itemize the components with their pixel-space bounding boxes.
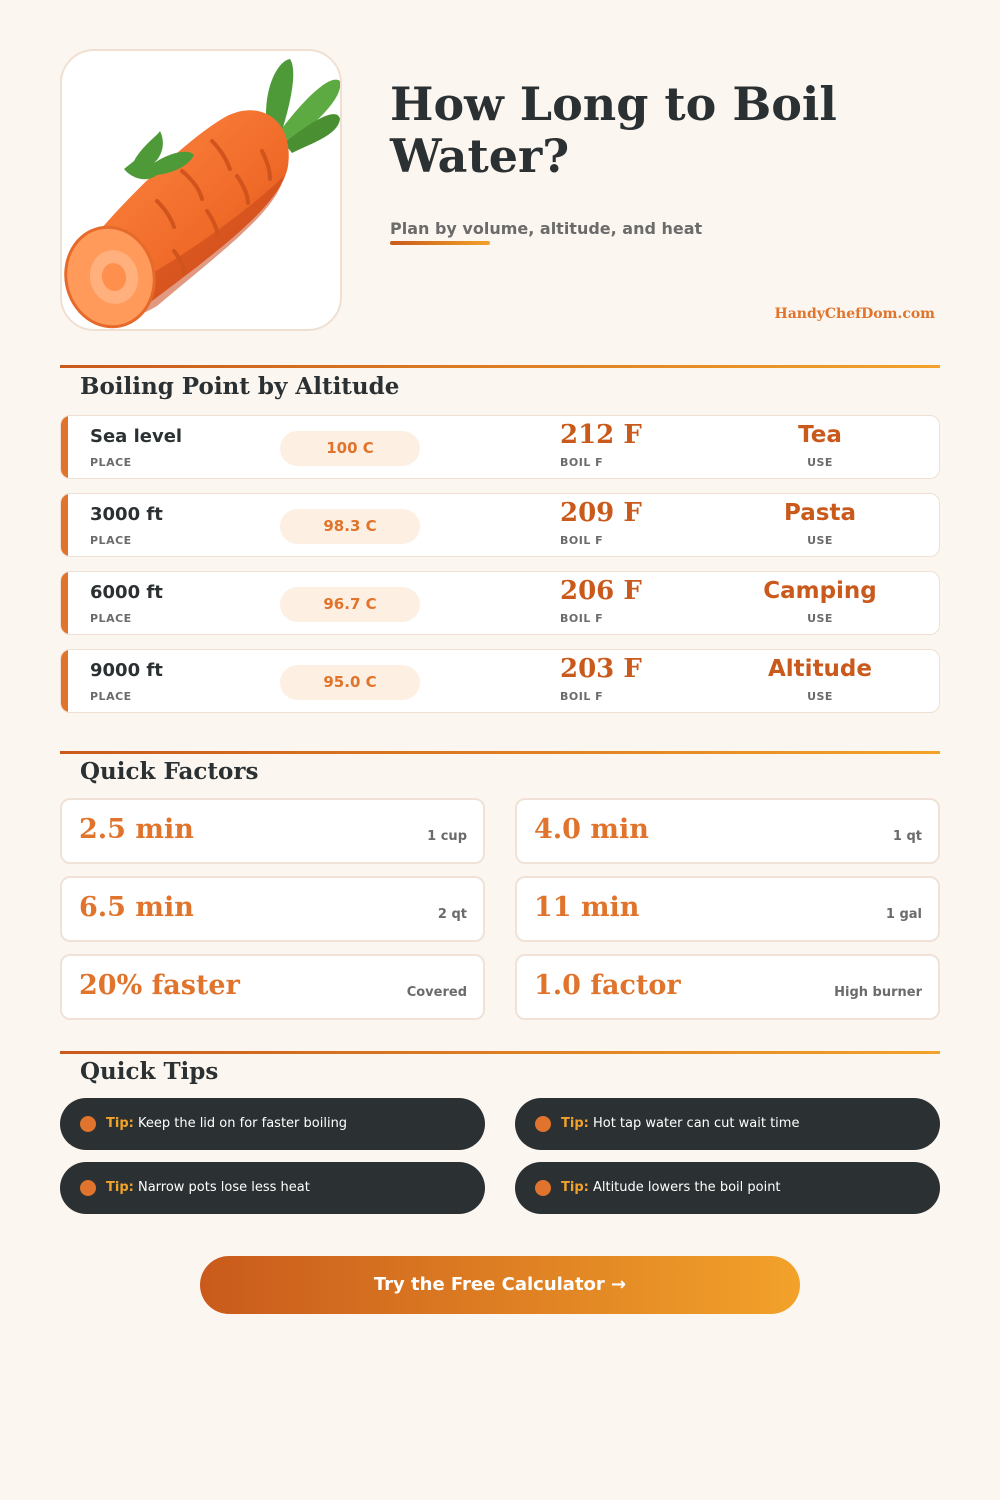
factor-label: 1 cup bbox=[427, 829, 467, 844]
boil-fahrenheit-value: 209 F bbox=[560, 498, 642, 528]
place-value: 9000 ft bbox=[90, 660, 163, 681]
celsius-badge: 96.7 C bbox=[280, 587, 420, 622]
row-accent-bar bbox=[61, 494, 68, 556]
page-subtitle: Plan by volume, altitude, and heat bbox=[390, 219, 703, 238]
place-label: PLACE bbox=[90, 534, 132, 547]
tip-bullet-icon bbox=[80, 1116, 96, 1132]
use-value: Tea bbox=[798, 422, 842, 448]
factor-card bbox=[60, 876, 485, 942]
tip-bullet-icon bbox=[535, 1116, 551, 1132]
boil-fahrenheit-value: 206 F bbox=[560, 576, 642, 606]
tip-pill bbox=[515, 1098, 940, 1150]
factor-value: 1.0 factor bbox=[534, 970, 681, 1001]
boil-label: BOIL F bbox=[560, 456, 604, 469]
hero-image bbox=[60, 49, 342, 331]
row-accent-bar bbox=[61, 416, 68, 478]
tip-pill bbox=[60, 1162, 485, 1214]
factors-section-title: Quick Factors bbox=[80, 758, 259, 785]
place-label: PLACE bbox=[90, 690, 132, 703]
use-value: Pasta bbox=[784, 500, 856, 526]
factor-value: 2.5 min bbox=[79, 814, 194, 845]
carrot-icon bbox=[62, 51, 340, 329]
factor-value: 6.5 min bbox=[79, 892, 194, 923]
factor-label: High burner bbox=[834, 985, 922, 1000]
row-accent-bar bbox=[61, 572, 68, 634]
section-divider bbox=[60, 751, 940, 754]
row-accent-bar bbox=[61, 650, 68, 712]
use-value: Camping bbox=[763, 578, 877, 604]
celsius-badge: 100 C bbox=[280, 431, 420, 466]
altitude-row bbox=[60, 493, 940, 557]
use-label: USE bbox=[807, 534, 833, 547]
use-value: Altitude bbox=[768, 656, 872, 682]
tip-text: Keep the lid on for faster boiling bbox=[137, 1116, 348, 1131]
page-title: How Long to Boil Water? bbox=[390, 77, 837, 183]
tip-text: Narrow pots lose less heat bbox=[137, 1180, 310, 1195]
factor-value: 20% faster bbox=[79, 970, 240, 1001]
tip-label: Tip: bbox=[561, 1180, 589, 1195]
place-value: 6000 ft bbox=[90, 582, 163, 603]
factor-value: 4.0 min bbox=[534, 814, 649, 845]
section-divider bbox=[60, 1051, 940, 1054]
section-divider bbox=[60, 365, 940, 368]
tip-bullet-icon bbox=[80, 1180, 96, 1196]
tip-text: Altitude lowers the boil point bbox=[592, 1180, 781, 1195]
altitude-row bbox=[60, 415, 940, 479]
factor-label: 1 qt bbox=[892, 829, 922, 844]
factor-card bbox=[515, 798, 940, 864]
tip-label: Tip: bbox=[561, 1116, 589, 1131]
celsius-badge: 95.0 C bbox=[280, 665, 420, 700]
tip-text: Hot tap water can cut wait time bbox=[592, 1116, 800, 1131]
use-label: USE bbox=[807, 612, 833, 625]
brand-link[interactable]: HandyChefDom.com bbox=[774, 306, 935, 322]
celsius-badge: 98.3 C bbox=[280, 509, 420, 544]
boil-label: BOIL F bbox=[560, 612, 604, 625]
place-value: 3000 ft bbox=[90, 504, 163, 525]
altitude-row bbox=[60, 649, 940, 713]
factor-card bbox=[515, 876, 940, 942]
factor-card bbox=[515, 954, 940, 1020]
boil-fahrenheit-value: 212 F bbox=[560, 420, 642, 450]
boil-fahrenheit-value: 203 F bbox=[560, 654, 642, 684]
place-value: Sea level bbox=[90, 426, 183, 447]
use-label: USE bbox=[807, 690, 833, 703]
factor-card bbox=[60, 954, 485, 1020]
tip-pill bbox=[60, 1098, 485, 1150]
tip-pill bbox=[515, 1162, 940, 1214]
tips-section-title: Quick Tips bbox=[80, 1058, 219, 1085]
boil-label: BOIL F bbox=[560, 690, 604, 703]
place-label: PLACE bbox=[90, 612, 132, 625]
boil-label: BOIL F bbox=[560, 534, 604, 547]
factor-label: 2 qt bbox=[437, 907, 467, 922]
calculator-cta-button[interactable]: Try the Free Calculator → bbox=[200, 1256, 800, 1314]
subtitle-underline bbox=[390, 241, 490, 245]
altitude-section-title: Boiling Point by Altitude bbox=[80, 373, 400, 400]
factor-value: 11 min bbox=[534, 892, 640, 923]
place-label: PLACE bbox=[90, 456, 132, 469]
factor-label: Covered bbox=[406, 985, 467, 1000]
factor-card bbox=[60, 798, 485, 864]
factor-label: 1 gal bbox=[885, 907, 922, 922]
tip-bullet-icon bbox=[535, 1180, 551, 1196]
use-label: USE bbox=[807, 456, 833, 469]
tip-label: Tip: bbox=[106, 1116, 134, 1131]
altitude-row bbox=[60, 571, 940, 635]
tip-label: Tip: bbox=[106, 1180, 134, 1195]
